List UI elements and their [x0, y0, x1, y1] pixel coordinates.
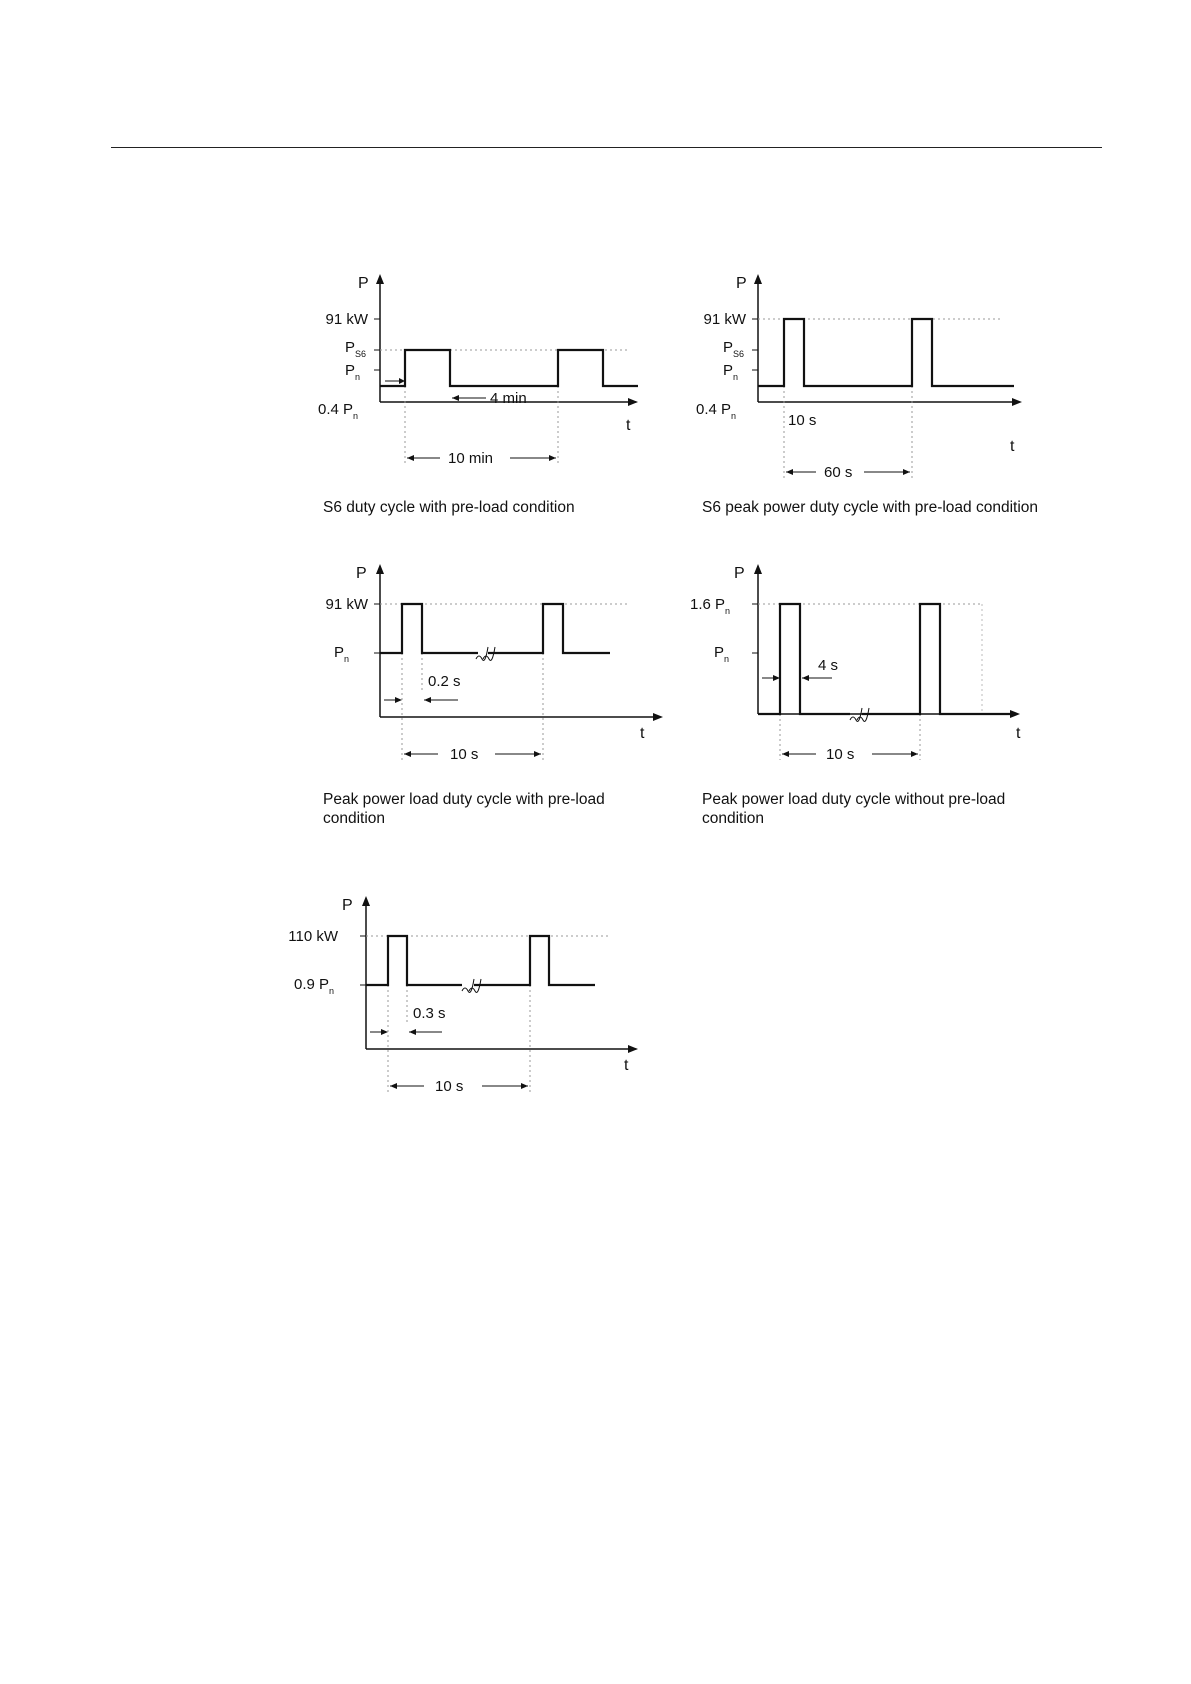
annotation-10s: 10 s	[826, 746, 855, 763]
level-label-91kw: 91 kW	[325, 311, 368, 328]
level-label-0-4pn: 0.4 $P_n$	[318, 401, 359, 421]
level-label-pn: $P_n$	[714, 644, 730, 664]
diagram-2-svg	[682, 270, 1042, 480]
y-axis-label: P	[342, 897, 353, 914]
x-axis-label: t	[1010, 438, 1015, 455]
y-axis-label: P	[356, 565, 367, 582]
diagram-peak-power-without-preload	[682, 560, 1042, 770]
annotation-0-3s: 0.3 s	[413, 1005, 446, 1022]
diagram-110kw-duty-cycle	[280, 892, 640, 1102]
waveform	[380, 350, 638, 386]
waveform	[380, 604, 478, 653]
waveform	[366, 936, 462, 985]
level-label-0-9pn: 0.9 $P_n$	[294, 976, 335, 996]
x-axis-arrow	[628, 398, 638, 406]
diagram-peak-power-with-preload	[300, 560, 660, 770]
diagram-3-svg	[300, 560, 660, 770]
level-label-pn: $P_n$	[345, 362, 361, 382]
y-axis-arrow	[376, 274, 384, 284]
level-label-pn: $P_n$	[723, 362, 739, 382]
diagram-4-svg	[682, 560, 1042, 770]
caption-diagram-2: S6 peak power duty cycle with pre-load condition	[702, 499, 1039, 516]
y-axis-label: P	[358, 275, 369, 292]
level-label-pn: $P_n$	[334, 644, 350, 664]
caption-diagram-3: Peak power load duty cycle with pre-load condition	[323, 791, 605, 827]
level-label-91kw: 91 kW	[703, 311, 746, 328]
y-axis-label: P	[736, 275, 747, 292]
annotation-10s: 10 s	[450, 746, 479, 763]
x-axis-label: t	[624, 1057, 629, 1074]
level-label-1-6pn: 1.6 $P_n$	[690, 596, 731, 616]
level-label-ps6: $P_{S6}$	[345, 339, 367, 359]
diagram-s6-peak-power-duty-cycle	[682, 270, 1042, 480]
level-label-0-4pn: 0.4 $P_n$	[696, 401, 737, 421]
x-axis-label: t	[640, 725, 645, 742]
waveform	[758, 319, 1014, 386]
annotation-10min: 10 min	[448, 450, 494, 467]
level-label-91kw: 91 kW	[325, 596, 368, 613]
y-axis-label: P	[734, 565, 745, 582]
level-label-110kw: 110 kW	[288, 928, 338, 945]
x-axis-label: t	[626, 417, 631, 434]
annotation-60s: 60 s	[824, 464, 853, 481]
annotation-10s: 10 s	[435, 1078, 464, 1095]
caption-diagram-4: Peak power load duty cycle without pre-load condition	[702, 791, 1006, 827]
diagram-1-svg	[300, 270, 660, 470]
annotation-4min: 4 min	[490, 390, 527, 407]
diagram-s6-duty-cycle	[300, 270, 660, 470]
annotation-10s: 10 s	[788, 412, 817, 429]
diagram-5-svg	[280, 892, 640, 1102]
header-rule	[111, 147, 1102, 148]
annotation-4s: 4 s	[818, 657, 839, 674]
annotation-0-2s: 0.2 s	[428, 673, 461, 690]
x-axis-label: t	[1016, 725, 1021, 742]
level-label-ps6: $P_{S6}$	[723, 339, 745, 359]
caption-diagram-1: S6 duty cycle with pre-load condition	[323, 499, 575, 516]
